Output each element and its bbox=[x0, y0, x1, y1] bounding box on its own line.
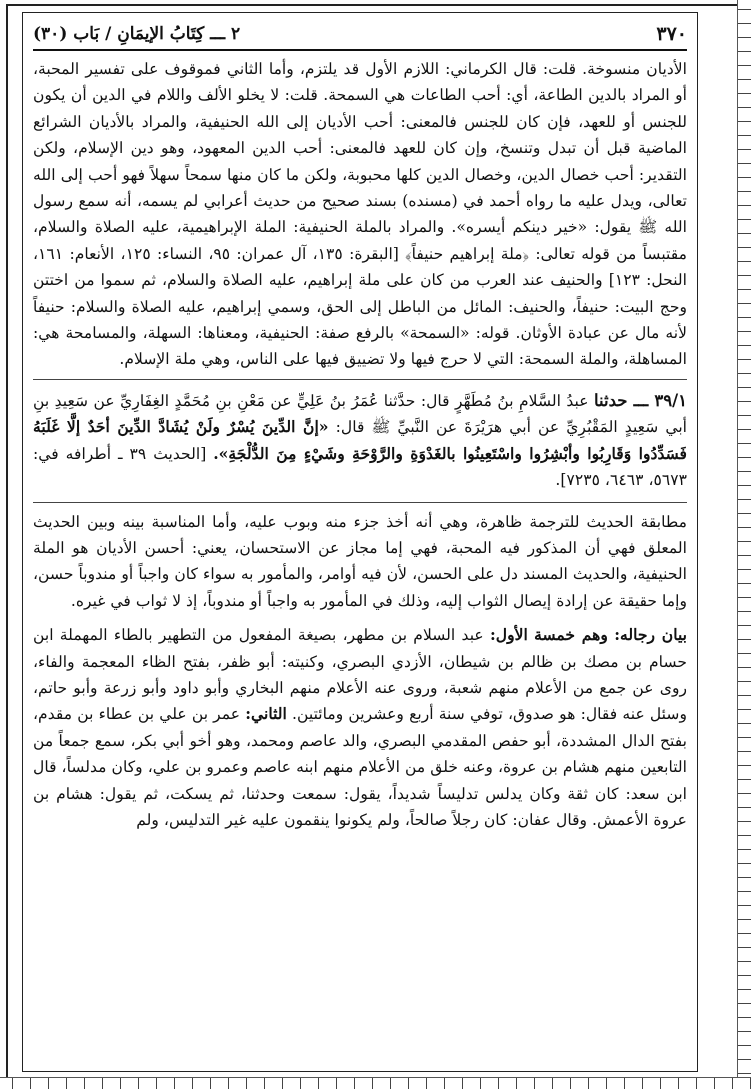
hadith-isnad: عبدُ السَّلامِ بنُ مُطَهَّرٍ قال: حدَّثنا عُمَرُ بنُ عَلِيٍّ عن مَعْنِ بنِ مُحَمَّدٍ الغِفَارِيِّ عن سَعِيدِ بنِ أبي سَعِيدٍ المَقْبُرِيِّ عن أبي هرَيْرَةَ عن النَّبيِّ ﷺ قال: bbox=[33, 391, 688, 437]
hadith-number: ٣٩/١ ـــ حدثنا bbox=[594, 390, 687, 410]
narrator-text: عبد السلام بن مطهر، بصيغة المفعول من التطهير بالطاء المهملة ابن حسام بن مصك بن ظالم بن شيطان، الأزدي البصري، وكنيته: أبو ظفر، بفتح الظاء المعجمة والفاء، روى عن جمع من الأعلام منهم شعبة، وروى عنه الأعلام منهم البخاري وأبو داود وأبو زرعة وأبو حاتم، وسئل عنه فقال: هو صدوق، توفي سنة أربع وعشرين ومائتين. bbox=[33, 626, 687, 724]
hadith-reference: [الحديث ٣٩ ـ أطرافه في: ٥٦٧٣، ٦٤٦٣، ٧٢٣٥]. bbox=[33, 444, 687, 490]
section-heading: بيان رجاله: bbox=[614, 625, 687, 645]
narrator-label-second: الثاني: bbox=[245, 704, 287, 724]
commentary-paragraph: مطابقة الحديث للترجمة ظاهرة، وهي أنه أخذ جزء منه وبوب عليه، وأما المناسبة بينه وبين الحديث المعلق فهي أن المذكور فيه المحبة، فهي إما مجاز عن الاستحسان، يعني: أحسن الأديان هو الملة الحنيفية، والحديث المسند دل على الحسن، لأن فيه أوامر، والمأمور به سواء كان واجباً أو مندوباً حسن، وإما حقيقة عن إرادة إيصال الثواب إليه، وذلك في المأمور به واجباً أو مندوباً، إذ لا ثواب في غيره. bbox=[33, 512, 687, 610]
decorative-border-right bbox=[737, 0, 751, 1089]
book-page bbox=[22, 12, 698, 1072]
hadith-text bbox=[33, 379, 687, 494]
narrators-count: وهم خمسة bbox=[534, 625, 608, 645]
narrator-text: عمر بن علي بن عطاء بن مقدم، بفتح الدال المشددة، أبو حفص المقدمي البصري، والد عاصم ومحمد، وهو أخو أبي بكر، سمع جمعاً من التابعين منهم هشام بن عروة، وعنه خلق من الأعلام منهم ابنه عاصم وعمرو بن علي، وكان مدلساً، قال ابن سعد: كان ثقة وكان يدلس تدليساً شديداً، يقول: سمعت وحدثنا، ثم يسكت، ثم يقول: هشام بن عروة الأعمش. وقال عفان: كان رجلاً صالحاً، ولم يكونوا ينقمون عليه غير التدليس، ولم bbox=[33, 705, 687, 829]
page-body bbox=[33, 56, 687, 833]
commentary-paragraph: الأديان منسوخة. قلت: قال الكرماني: اللازم الأول قد يلتزم، وأما الثاني فموقوف على تفسير المحبة، أو المراد بالدين الطاعة، أي: أحب الطاعات هي السمحة. قلت: لا يخلو الألف واللام في الدين أن يكون للجنس أو للعهد، فإن كان للجنس فالمعنى: أحب الأديان إلى الله الحنيفية، والمراد بالأديان الشرائع الماضية قبل أن تبدل وتنسخ، وإن كان للعهد فالمعنى: أحب الدين المعهود، وهو دين الإسلام، ولكن التقدير: أحب خصال الدين، وخصال الدين كلها محبوبة، ولكن ما كان منها سمحاً سهلاً فهو أحب إلى الله تعالى، ويدل عليه ما رواه أحمد في (مسنده) بسند صحيح من حديث أعرابي لم يسمه، أنه سمع رسول الله ﷺ يقول: «خير دينكم أيسره». والمراد بالملة الحنيفية: الملة الإبراهيمية، عليه الصلاة والسلام، مقتبساً من قوله تعالى: ﴿ملة إبراهيم حنيفاً﴾ [البقرة: ١٣٥، آل عمران: ٩٥، النساء: ١٢٥، الأنعام: ١٦١، النحل: ١٢٣] والحنيف عند العرب من كان على ملة إبراهيم، عليه الصلاة والسلام، ثم سموا من اختتن وحج البيت: حنيفاً، والحنيف: المائل من الباطل إلى الحق، وسمي إبراهيم، عليه الصلاة والسلام: حنيفاً لأنه مال عن عبادة الأوثان. قوله: «السمحة» بالرفع صفة: الحنيفية، ومعناها: السهلة، والمسامحة هي: المساهلة، والملة السمحة: التي لا حرج فيها ولا تضييق فيها على الناس، وهي ملة الإسلام. bbox=[33, 60, 687, 369]
page-number: ٣٧٠ bbox=[656, 23, 687, 45]
running-title: ٢ ـــ كِتَابُ الإيمَانِ / بَاب (٣٠) bbox=[33, 24, 241, 44]
hadith-matn: «إنَّ الدِّينَ يُسْرٌ ولَنْ يُشَادَّ الدِّينَ أحَدٌ إلَّا غَلَبَهُ فَسَدِّدُوا وَقَارِبُوا وأبْشِرُوا واسْتَعِينُوا بالغَدْوَةِ والرَّوْحَةِ وشَيْءٍ مِنَ الدُّلْجَةِ». bbox=[33, 417, 688, 463]
page-header bbox=[33, 19, 687, 51]
section-divider bbox=[33, 502, 687, 503]
decorative-border-bottom bbox=[0, 1077, 751, 1089]
narrator-label-first: الأول: bbox=[490, 625, 528, 645]
narrators-paragraph bbox=[33, 622, 687, 833]
